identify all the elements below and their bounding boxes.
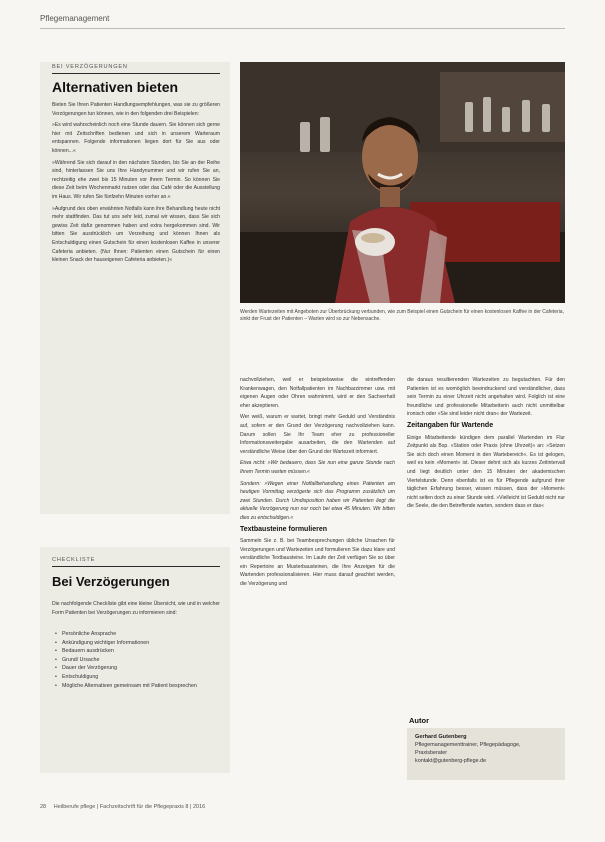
checklist-item: • Ankündigung wichtiger Informationen bbox=[62, 639, 228, 648]
middle-paragraph: nachvollziehen, weil er beispielsweise die eintreffenden Krankenwagen, den Notfallpatienten im Nachbarzimmer usw. mit eigenen Augen oder Ohren wahrnimmt, wird er den Sachverhalt eher akzeptieren. bbox=[240, 377, 395, 409]
sidebar-paragraph: »Es wird wahrscheinlich noch eine Stunde dauern. Sie können sich gerne hier mit Zeitschriften bedienen und sich in unserem Warteraum entspannen. Folgende informationen liegen dort für Sie aus oder können...« bbox=[52, 122, 220, 154]
checklist-item: • Dauer der Verzögerung bbox=[62, 664, 228, 673]
right-paragraph: die daraus resultierenden Wartezeiten zu begutachten. Für den Patienten ist es womöglich beeindruckend und verständlicher, dass sein Termin zu einer Uhrzeit nicht angehalten wird. Folglich ist eine freundliche und professionelle Mitarbeiterin auch nicht unmittelbar ironisch oder »Sie sind leider nicht dran« der Wartezeit. bbox=[407, 377, 565, 418]
middle-quote: Etwa nicht: »Wir bedauern, dass Sie nun eine ganze Stunde nach Ihrem Termin warten müssen.« bbox=[240, 460, 395, 475]
middle-subheading: Textbausteine formulieren bbox=[240, 525, 328, 533]
checklist-title: Bei Verzögerungen bbox=[52, 574, 170, 589]
author-line: Praxisberater bbox=[415, 750, 448, 756]
checklist-item: • Bedauern ausdrücken bbox=[62, 647, 228, 656]
page-footer: 28 Heilberufe pflege | Fachzeitschrift für die Pflegepraxis 8 | 2016 bbox=[40, 804, 206, 810]
author-line: Pflegemanagementtrainer, Pflegepädagoge, bbox=[415, 742, 521, 748]
middle-quote: Sondern: »Wegen einer Notfallbehandlung eines Patienten am heutigen Vormittag verzögerte sich das Programm zusätzlich um zwei Stunden. Durch Umdisposition haben wir Patienten liegt die aktuelle Verzögerung nun nur noch bei etwa 45 Minuten. Wir bitten dies zu entschuldigen.« bbox=[240, 480, 395, 521]
checklist-intro: Die nachfolgende Checkliste gibt eine kleine Übersicht, wie und in welcher Form Patienten bei Verzögerungen zu informieren sind: bbox=[52, 601, 220, 616]
checklist-item: • Persönliche Ansprache bbox=[62, 630, 228, 639]
right-column bbox=[407, 376, 565, 514]
header-divider bbox=[40, 28, 565, 29]
author-email: kontakt@gutenberg-pflege.de bbox=[415, 758, 487, 764]
checklist-list bbox=[54, 630, 228, 690]
right-subheading: Zeitangaben für Wartende bbox=[407, 421, 494, 429]
middle-paragraph: Wer weiß, warum er wartet, bringt mehr Geduld und Verständnis auf, sofern er den Grund der Verzögerung nachvollziehen kann. Darum sollen Sie Ihr Team eher zu professioneller Informationsweitergabe ausarbeiten, die den Wartenden auf verständliche Weise über den Grund der Wartezeit informiert. bbox=[240, 414, 395, 455]
photo-illustration bbox=[240, 62, 565, 303]
author-box bbox=[407, 728, 565, 780]
checklist-item: • Entschuldigung bbox=[62, 673, 228, 682]
sidebar-body bbox=[52, 101, 220, 268]
photo-caption: Werden Wartezeiten mit Angeboten zur Überbrückung verbunden, wie zum Beispiel einen Gutschein für einen kostenlosen Kaffee in der Cafeteria, sinkt der Frust der Patienten – Warten wird so zur Nebensache. bbox=[240, 309, 564, 322]
checklist-rule bbox=[52, 566, 220, 567]
sidebar-paragraph: »Während Sie sich darauf in den nächsten Stunden, bis Sie an der Reihe sind, hinterlassen Sie uns Ihre Handynummer und wir rufen Sie an, rechtzeitig ehe zwei bis 15 Minuten vor Ihrem Termin. So können Sie diese Zeit beim Wochenmarkt nutzen oder das Café oder die Ausstellung im Haus. Wir rufen Sie fünfzehn Minuten vorher an.« bbox=[52, 159, 220, 200]
middle-column bbox=[240, 376, 395, 592]
right-paragraph: Einige Mitarbeitende kündigen dem parallel Wartenden im Flur Zeitpunkt als Bsp. »Station oder Praxis (ohne Uhrzeit)« an: »Setzen Sie sich doch einen Moment in den Wartebereich«. Es ist gelogen, weil es kein »Moment« ist. Dieser dehnt sich als kurzes Zeitintervall und liegt deutlich unter den 15 Minuten der akademischen Viertelstunde. Denn ebenfalls ist es für Pflegende aufgrund ihrer täglichen Erfahrung besser, wissen müssen, dass der »Moment« nicht selten doch zu einer Stunde wird. »Vielleicht ist Geduld nicht nur die Seele, die den Betreffende warten, sondern dass er das« bbox=[407, 434, 565, 510]
sidebar-paragraph: Bieten Sie Ihren Patienten Handlungsempfehlungen, was sie zu größeren Verzögerungen tun können, wie in den folgenden drei Beispielen: bbox=[52, 102, 220, 117]
sidebar-rule bbox=[52, 73, 220, 74]
middle-paragraph: Sammeln Sie z. B. bei Teambesprechungen übliche Ursachen für Verzögerungen und Wartezeiten und formulieren Sie dazu klare und verständliche Textbausteine. Im Laufe der Zeit verfügen Sie so über ein Repertoire an Musterbausteinen, die Ihre Anzeigen für die Wartenden professionalisieren. Hier muss darauf geachtet werden, die Verzögerung und bbox=[240, 538, 395, 588]
sidebar-paragraph: »Aufgrund des oben erwähnten Notfalls kann ihre Behandlung heute nicht mehr stattfinden. Das tut uns sehr leid, zumal wir wissen, dass Sie sich gewiss Zeit dafür genommen haben und extra hergekommen sind. Wir bitten Sie ausdrücklich um Verzeihung und können Ihnen als Entschuldigung einen Gutschein für einen kostenlosen Kaffee in unserer Cafeteria anbieten. (Nur Ihnen: Patienten einen Gutschein für einen kleinen Snack der hauseigenen Cafeteria anbieten.)« bbox=[52, 205, 220, 264]
section-header: Pflegemanagement bbox=[40, 14, 110, 23]
checklist-item: • Grund/ Ursache bbox=[62, 656, 228, 665]
checklist-kicker: CHECKLISTE bbox=[52, 557, 96, 563]
checklist-item: • Mögliche Alternativen gemeinsam mit Patient besprechen bbox=[62, 682, 228, 691]
author-label: Autor bbox=[409, 716, 429, 725]
sidebar-kicker: BEI VERZÖGERUNGEN bbox=[52, 64, 128, 70]
author-name: Gerhard Gutenberg bbox=[415, 734, 467, 740]
barista-photo bbox=[240, 62, 565, 303]
sidebar-title: Alternativen bieten bbox=[52, 79, 179, 95]
